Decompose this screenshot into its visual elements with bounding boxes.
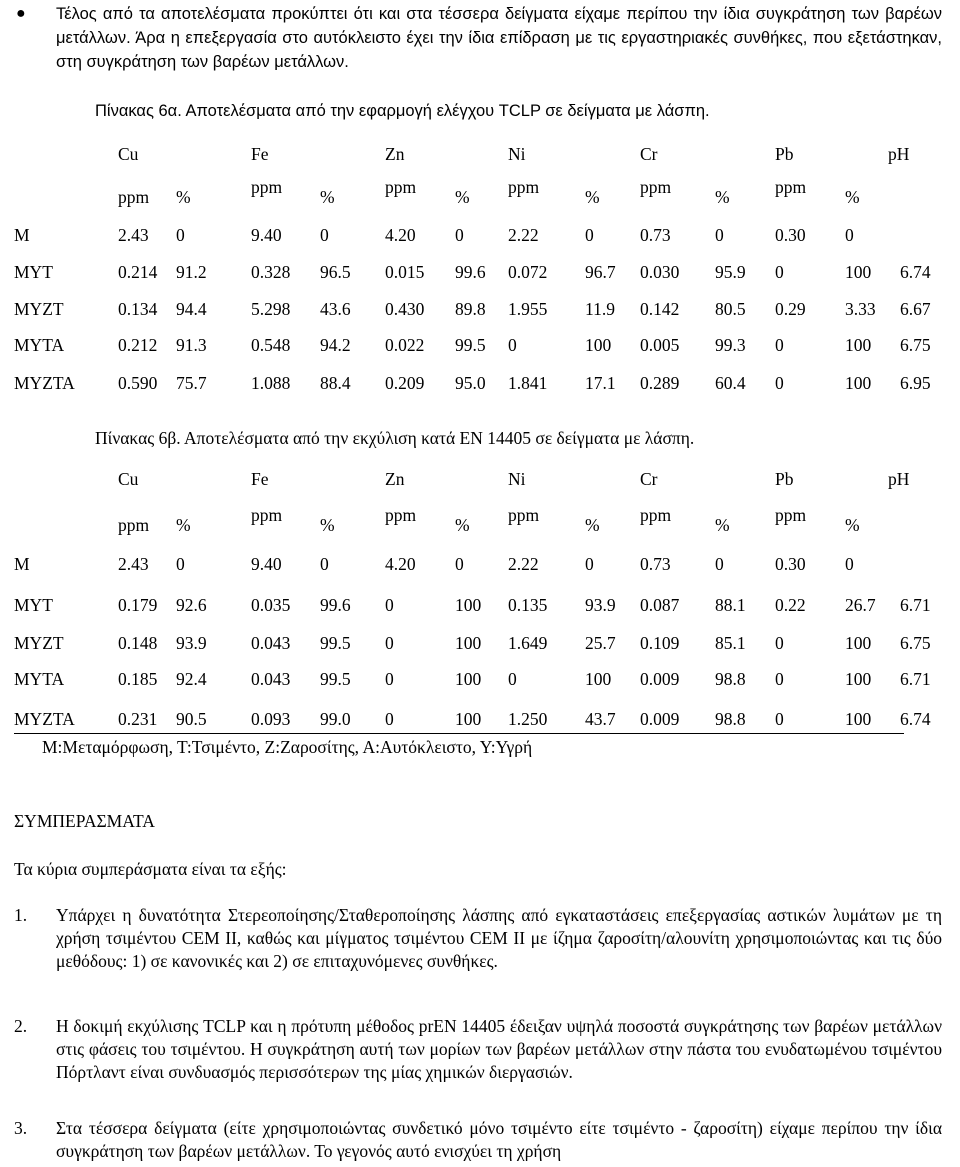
table-cell: 100 (455, 595, 482, 615)
table-cell: 6.67 (900, 299, 931, 319)
sample-label: M (14, 225, 30, 245)
table-cell: 0.214 (118, 262, 158, 282)
metal-header: Zn (385, 144, 405, 164)
table-cell: 0 (385, 633, 394, 653)
table-cell: 0.142 (640, 299, 680, 319)
table-cell: 0.22 (775, 595, 806, 615)
table-cell: 0.231 (118, 709, 158, 729)
table-cell: 6.71 (900, 669, 931, 689)
sample-label: M (14, 554, 30, 574)
percent-header: % (845, 515, 860, 535)
percent-header: % (845, 187, 860, 207)
table-cell: 0.29 (775, 299, 806, 319)
conclusion-number: 1. (14, 905, 28, 925)
table-cell: 1.955 (508, 299, 548, 319)
bullet-icon: ● (16, 5, 26, 22)
table-cell: 0.005 (640, 335, 680, 355)
table-cell: 0.015 (385, 262, 425, 282)
table-cell: 0 (176, 554, 185, 574)
table-legend: Μ:Μεταμόρφωση, Τ:Τσιμέντο, Ζ:Ζαροσίτης, Α:Αυτόκλειστο, Υ:Υγρή (42, 737, 533, 757)
table-cell: 94.4 (176, 299, 207, 319)
table-cell: 2.22 (508, 554, 539, 574)
table-cell: 0.209 (385, 373, 425, 393)
table-cell: 99.6 (320, 595, 351, 615)
sample-label: MYZTA (14, 709, 75, 729)
table-cell: 5.298 (251, 299, 291, 319)
sample-label: MYZT (14, 633, 64, 653)
table-cell: 99.5 (320, 633, 351, 653)
table-cell: 1.088 (251, 373, 291, 393)
table-cell: 0.30 (775, 225, 806, 245)
table-cell: 80.5 (715, 299, 746, 319)
table-cell: 0 (508, 669, 517, 689)
table-cell: 100 (845, 669, 872, 689)
ph-header: pH (888, 469, 910, 489)
metal-header: Zn (385, 469, 405, 489)
table-cell: 6.71 (900, 595, 931, 615)
metal-header: Pb (775, 469, 794, 489)
metal-header: Fe (251, 469, 269, 489)
table-cell: 0 (775, 709, 784, 729)
table-cell: 6.74 (900, 262, 931, 282)
table-cell: 0.030 (640, 262, 680, 282)
table-cell: 0 (320, 554, 329, 574)
metal-header: Cr (640, 144, 658, 164)
table-cell: 0.73 (640, 554, 671, 574)
table-cell: 85.1 (715, 633, 746, 653)
table-cell: 0 (715, 554, 724, 574)
percent-header: % (176, 187, 191, 207)
metal-header: Cu (118, 144, 139, 164)
table-cell: 75.7 (176, 373, 207, 393)
table-cell: 0 (385, 669, 394, 689)
table-cell: 93.9 (176, 633, 207, 653)
table-cell: 88.4 (320, 373, 351, 393)
table-cell: 95.0 (455, 373, 486, 393)
metal-header: Cu (118, 469, 139, 489)
table-cell: 25.7 (585, 633, 616, 653)
table-cell: 100 (455, 633, 482, 653)
table-cell: 4.20 (385, 554, 416, 574)
conclusion-text: Στα τέσσερα δείγματα (είτε χρησιμοποιώντας συνδετικό μόνο τσιμέντο είτε τσιμέντο - ζαροσίτη) είχαμε περίπου την ίδια συγκράτηση των βαρέων μετάλλων. Το γεγονός αυτό ενισχύει τη χρήση (56, 1118, 942, 1161)
table-cell: 93.9 (585, 595, 616, 615)
ph-header: pH (888, 144, 910, 164)
percent-header: % (715, 515, 730, 535)
table-cell: 0.73 (640, 225, 671, 245)
section-title: ΣΥΜΠΕΡΑΣΜΑΤΑ (14, 811, 155, 831)
intro-bullet-paragraph (16, 2, 942, 74)
table-caption: Πίνακας 6α. Αποτελέσματα από την εφαρμογή ελέγχου TCLP σε δείγματα με λάσπη. (95, 102, 710, 120)
table-cell: 9.40 (251, 225, 282, 245)
table-cell: 99.5 (455, 335, 486, 355)
table-cell: 0.135 (508, 595, 548, 615)
table-cell: 1.250 (508, 709, 548, 729)
table-cell: 91.3 (176, 335, 207, 355)
table-cell: 0 (455, 225, 464, 245)
sample-label: MYTA (14, 669, 65, 689)
ppm-header: ppm (640, 505, 672, 525)
sample-label: MYT (14, 595, 53, 615)
table-cell: 43.7 (585, 709, 616, 729)
table-cell: 1.841 (508, 373, 548, 393)
table-cell: 0.134 (118, 299, 158, 319)
table-cell: 0.043 (251, 669, 291, 689)
table-cell: 92.6 (176, 595, 207, 615)
table-cell: 94.2 (320, 335, 351, 355)
table-cell: 0.093 (251, 709, 291, 729)
ppm-header: ppm (640, 177, 672, 197)
table-cell: 0 (775, 633, 784, 653)
table-cell: 0 (385, 595, 394, 615)
table-cell: 2.43 (118, 225, 149, 245)
percent-header: % (176, 515, 191, 535)
percent-header: % (455, 515, 470, 535)
sample-label: MYT (14, 262, 53, 282)
table-cell: 90.5 (176, 709, 207, 729)
ppm-header: ppm (118, 515, 150, 535)
percent-header: % (585, 187, 600, 207)
table-cell: 0 (775, 373, 784, 393)
percent-header: % (320, 187, 335, 207)
table-cell: 100 (845, 335, 872, 355)
table-cell: 96.5 (320, 262, 351, 282)
ppm-header: ppm (508, 505, 540, 525)
table-cell: 99.0 (320, 709, 351, 729)
table-cell: 89.8 (455, 299, 486, 319)
table-cell: 91.2 (176, 262, 207, 282)
table-cell: 0 (775, 669, 784, 689)
table-cell: 0 (775, 335, 784, 355)
table-cell: 0.430 (385, 299, 425, 319)
table-cell: 0.30 (775, 554, 806, 574)
table-cell: 0.043 (251, 633, 291, 653)
table-cell: 0.548 (251, 335, 291, 355)
table-caption: Πίνακας 6β. Αποτελέσματα από την εκχύλιση κατά EN 14405 σε δείγματα με λάσπη. (95, 428, 695, 448)
table-cell: 100 (455, 709, 482, 729)
table-cell: 0.328 (251, 262, 291, 282)
percent-header: % (455, 187, 470, 207)
table-cell: 0.009 (640, 669, 680, 689)
table-cell: 100 (585, 335, 612, 355)
table-cell: 26.7 (845, 595, 876, 615)
conclusion-number: 3. (14, 1118, 28, 1138)
table-cell: 0.289 (640, 373, 680, 393)
table-cell: 96.7 (585, 262, 616, 282)
conclusion-number: 2. (14, 1016, 28, 1036)
table-cell: 0.022 (385, 335, 425, 355)
table-cell: 0 (715, 225, 724, 245)
ppm-header: ppm (775, 177, 807, 197)
table-cell: 60.4 (715, 373, 746, 393)
table-cell: 0 (176, 225, 185, 245)
table-cell: 17.1 (585, 373, 616, 393)
ppm-header: ppm (385, 505, 417, 525)
table-bottom-rule (14, 733, 904, 734)
table-cell: 0 (585, 554, 594, 574)
table-cell: 88.1 (715, 595, 746, 615)
table-cell: 92.4 (176, 669, 207, 689)
table-cell: 0.185 (118, 669, 158, 689)
table-cell: 100 (845, 373, 872, 393)
ppm-header: ppm (775, 505, 807, 525)
conclusions-intro: Τα κύρια συμπεράσματα είναι τα εξής: (14, 859, 287, 879)
table-cell: 43.6 (320, 299, 351, 319)
table-cell: 0 (385, 709, 394, 729)
table-cell: 100 (455, 669, 482, 689)
percent-header: % (585, 515, 600, 535)
table-cell: 99.3 (715, 335, 746, 355)
table-cell: 100 (845, 709, 872, 729)
table-cell: 98.8 (715, 709, 746, 729)
metal-header: Ni (508, 469, 526, 489)
table-cell: 0.212 (118, 335, 158, 355)
table-cell: 0.009 (640, 709, 680, 729)
conclusion-text: Υπάρχει η δυνατότητα Στερεοποίησης/Σταθεροποίησης λάσπης από εγκαταστάσεις επεξεργασίας αστικών λυμάτων με τη χρήση τσιμέντου CEM II, καθώς και μίγματος τσιμέντου CEM II με ίζημα ζαροσίτη/αλουνίτη χρησιμοποιώντας και τις δύο μεθόδους: 1) σε κανονικές και 2) σε επιταχυνόμενες συνθήκες. (56, 905, 942, 971)
ppm-header: ppm (251, 177, 283, 197)
table-cell: 2.22 (508, 225, 539, 245)
table-cell: 0 (455, 554, 464, 574)
metal-header: Fe (251, 144, 269, 164)
table-cell: 2.43 (118, 554, 149, 574)
percent-header: % (715, 187, 730, 207)
sample-label: MYTA (14, 335, 65, 355)
table-cell: 100 (845, 633, 872, 653)
table-cell: 0.035 (251, 595, 291, 615)
table-cell: 0 (320, 225, 329, 245)
metal-header: Ni (508, 144, 526, 164)
table-cell: 6.95 (900, 373, 931, 393)
table-cell: 0.109 (640, 633, 680, 653)
table-cell: 95.9 (715, 262, 746, 282)
table-cell: 0.148 (118, 633, 158, 653)
metal-header: Cr (640, 469, 658, 489)
table-cell: 4.20 (385, 225, 416, 245)
ppm-header: ppm (251, 505, 283, 525)
table-cell: 0.179 (118, 595, 158, 615)
metal-header: Pb (775, 144, 794, 164)
table-cell: 99.6 (455, 262, 486, 282)
table-cell: 9.40 (251, 554, 282, 574)
table-cell: 6.75 (900, 633, 931, 653)
table-cell: 100 (585, 669, 612, 689)
table-cell: 11.9 (585, 299, 615, 319)
conclusion-text: Η δοκιμή εκχύλισης TCLP και η πρότυπη μέθοδος prEN 14405 έδειξαν υψηλά ποσοστά συγκράτησης των βαρέων μετάλλων στις φάσεις του τσιμέντου. Η συγκράτηση αυτή των μορίων των βαρέων μετάλλων στην πάστα του ενυδατωμένου τσιμέντου Πόρτλαντ είναι συνδυασμός περισσότερων της μίας χημικών διεργασιών. (56, 1016, 942, 1082)
table-cell: 6.74 (900, 709, 931, 729)
sample-label: MYZTA (14, 373, 75, 393)
table-cell: 6.75 (900, 335, 931, 355)
table-cell: 0 (508, 335, 517, 355)
table-cell: 98.8 (715, 669, 746, 689)
table-cell: 0 (585, 225, 594, 245)
table-cell: 0.072 (508, 262, 548, 282)
intro-paragraph-text: Τέλος από τα αποτελέσματα προκύπτει ότι και στα τέσσερα δείγματα είχαμε περίπου την ίδια συγκράτηση των βαρέων μετάλλων. Άρα η επεξεργασία στο αυτόκλειστο έχει την ίδια επίδραση με τις εργαστηριακές συνθήκες, που εξετάστηκαν, στη συγκράτηση των βαρέων μετάλλων. (56, 5, 942, 71)
table-cell: 99.5 (320, 669, 351, 689)
table-cell: 0 (845, 554, 854, 574)
table-cell: 0 (775, 262, 784, 282)
table-cell: 100 (845, 262, 872, 282)
table-cell: 1.649 (508, 633, 548, 653)
percent-header: % (320, 515, 335, 535)
table-cell: 0.590 (118, 373, 158, 393)
table-cell: 3.33 (845, 299, 876, 319)
ppm-header: ppm (118, 187, 150, 207)
sample-label: MYZT (14, 299, 64, 319)
ppm-header: ppm (385, 177, 417, 197)
table-cell: 0.087 (640, 595, 680, 615)
ppm-header: ppm (508, 177, 540, 197)
table-cell: 0 (845, 225, 854, 245)
